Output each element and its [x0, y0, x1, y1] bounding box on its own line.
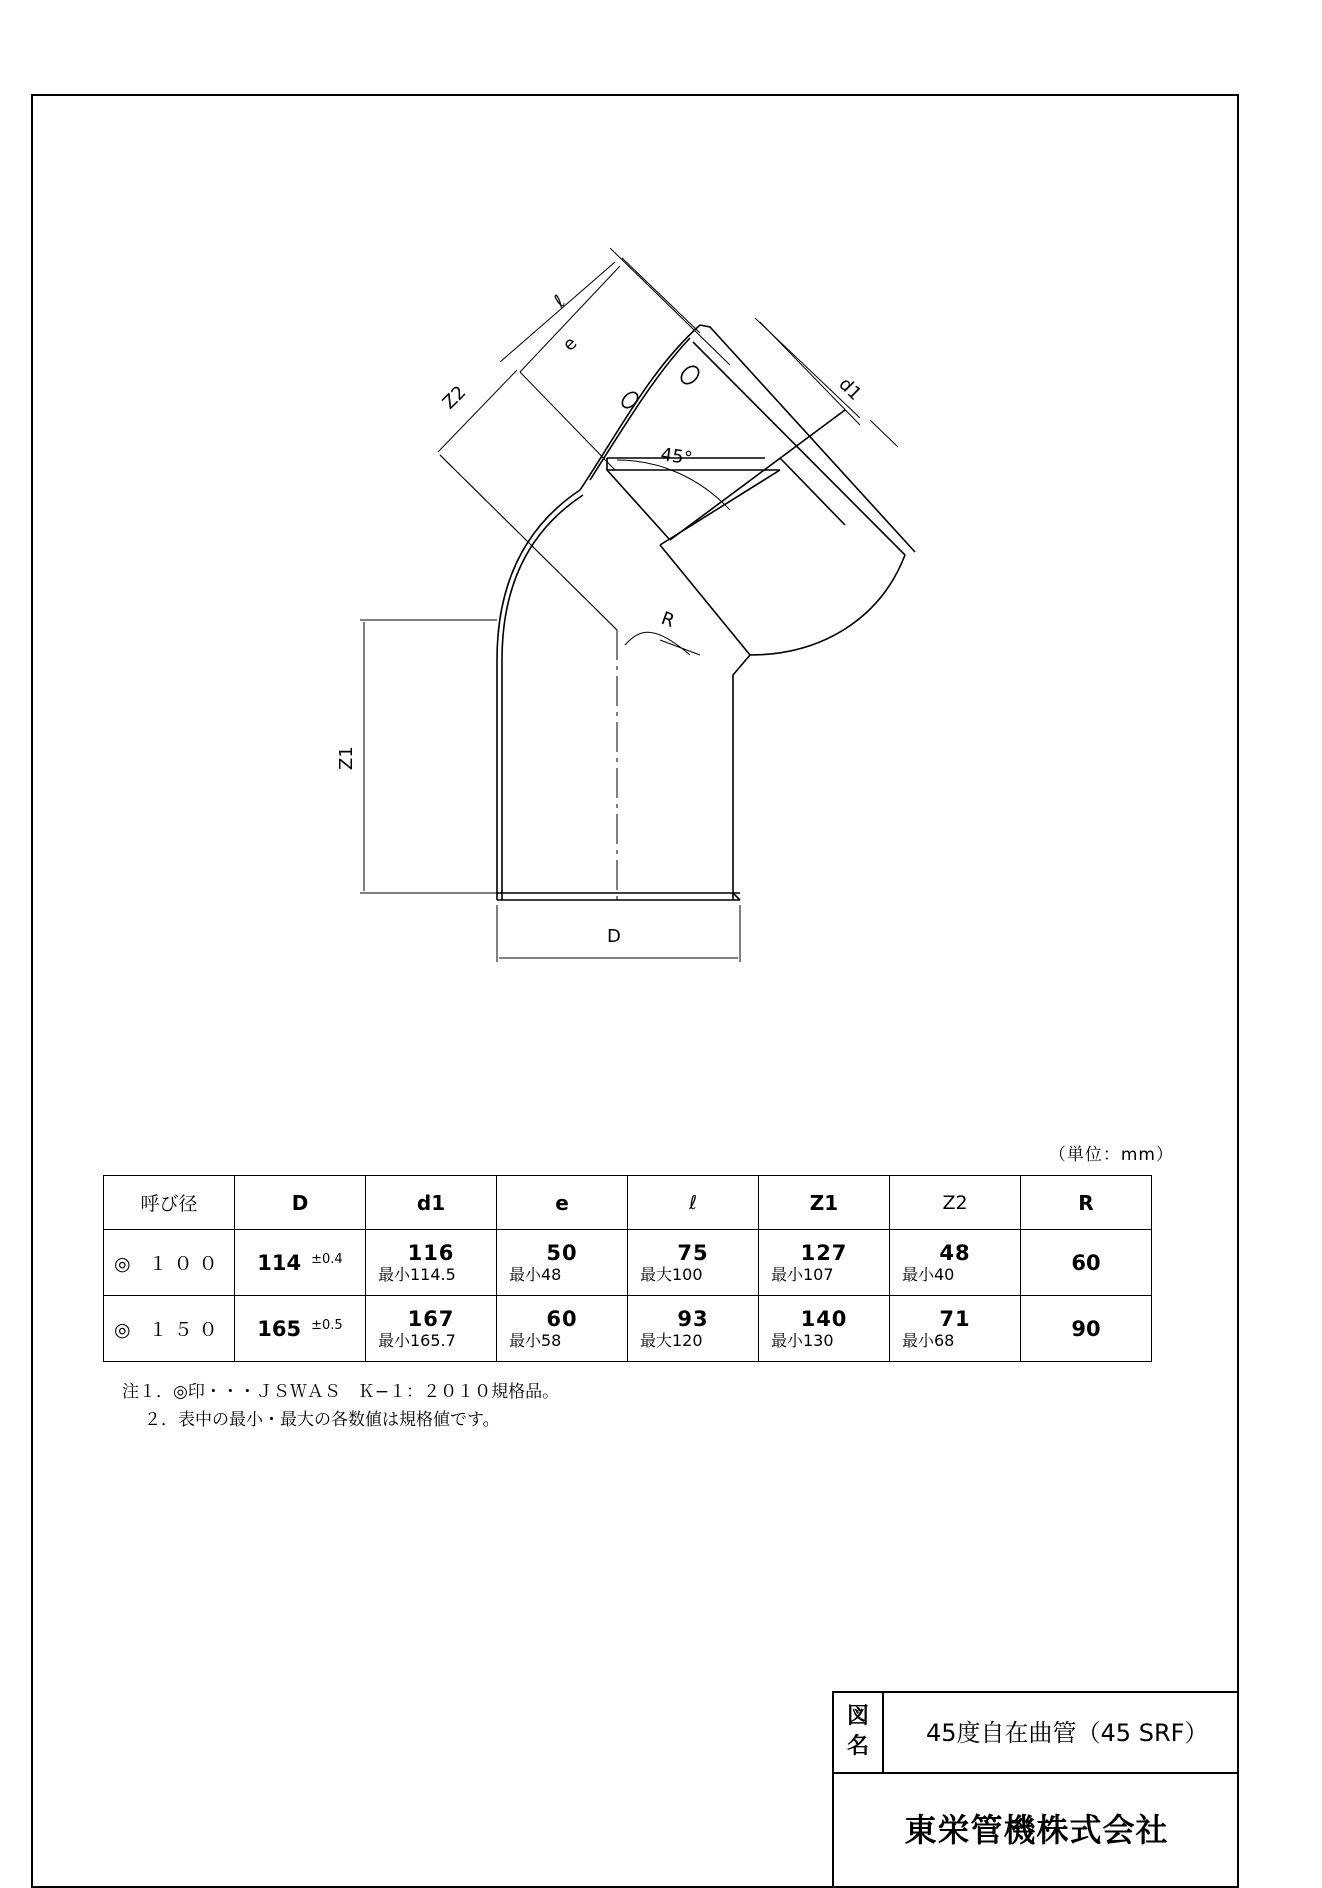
cell-z1 [759, 1296, 890, 1362]
label-z1: Z1 [336, 746, 357, 770]
d-tolerance: ±0.4 [311, 1252, 343, 1268]
label-d1: d1 [834, 373, 866, 405]
ell-value: 93 [677, 1306, 709, 1331]
r-value: 60 [1071, 1250, 1101, 1275]
d1-value: 167 [407, 1306, 455, 1331]
label-e: e [558, 332, 582, 356]
d-tolerance: ±0.5 [311, 1318, 343, 1334]
header-r: R [1021, 1176, 1152, 1230]
cell-d1 [366, 1230, 497, 1296]
z1-spec: 最小130 [771, 1330, 834, 1350]
notes [122, 1378, 559, 1434]
company-name: 東栄管機株式会社 [904, 1811, 1169, 1849]
e-spec: 最小58 [509, 1330, 562, 1350]
cell-e [497, 1296, 628, 1362]
header-ell: ℓ [628, 1176, 759, 1230]
table-row [104, 1296, 1152, 1362]
title-label [834, 1693, 884, 1774]
header-nominal: 呼び径 [104, 1176, 235, 1230]
title-label-bottom: 名 [846, 1734, 869, 1759]
header-z1: Z1 [759, 1176, 890, 1230]
units-label: （単位：mm） [1048, 1145, 1174, 1165]
title-label-top: 図 [846, 1704, 869, 1729]
z1-value: 127 [800, 1240, 848, 1265]
d1-value: 116 [407, 1240, 455, 1265]
d-value: 165 [257, 1316, 302, 1341]
r-value: 90 [1071, 1316, 1101, 1341]
note-2: ２．表中の最小・最大の各数値は規格値です。 [144, 1410, 500, 1430]
label-r: R [658, 607, 678, 632]
cell-name: ◎ １００ [104, 1230, 235, 1296]
gasket-upper [678, 363, 702, 387]
d1-spec: 最小114.5 [378, 1264, 456, 1284]
cell-d [235, 1296, 366, 1362]
table-row [104, 1230, 1152, 1296]
cell-d [235, 1230, 366, 1296]
z2-spec: 最小40 [902, 1264, 955, 1284]
e-value: 50 [546, 1240, 578, 1265]
e-spec: 最小48 [509, 1264, 562, 1284]
spec-table [103, 1175, 1152, 1362]
ell-spec: 最大100 [640, 1264, 703, 1284]
cell-ell [628, 1296, 759, 1362]
z1-spec: 最小107 [771, 1264, 834, 1284]
label-z2: Z2 [438, 381, 471, 414]
ell-value: 75 [677, 1240, 709, 1265]
table-header-row [104, 1176, 1152, 1230]
spigot-end-curve [750, 555, 905, 655]
cell-z2 [890, 1230, 1021, 1296]
z2-spec: 最小68 [902, 1330, 955, 1350]
e-value: 60 [546, 1306, 578, 1331]
label-angle: 45° [659, 444, 694, 470]
header-d: D [235, 1176, 366, 1230]
label-ell: ℓ [549, 291, 570, 312]
pipe-drawing [300, 230, 940, 970]
label-d: D [607, 926, 621, 947]
header-z2: Z2 [890, 1176, 1021, 1230]
title-block [832, 1691, 1239, 1888]
cell-name: ◎ １５０ [104, 1296, 235, 1362]
z2-value: 71 [939, 1306, 971, 1331]
cell-z2 [890, 1296, 1021, 1362]
header-d1: d1 [366, 1176, 497, 1230]
ell-spec: 最大120 [640, 1330, 703, 1350]
drawing-title: 45度自在曲管（45 SRF） [884, 1693, 1239, 1774]
pipe-right-wall [733, 655, 750, 900]
d1-spec: 最小165.7 [378, 1330, 456, 1350]
note-1: 注１．◎印・・・ＪＳＷＡＳ Ｋ−１：２０１０規格品。 [122, 1382, 560, 1402]
cell-e [497, 1230, 628, 1296]
cell-z1 [759, 1230, 890, 1296]
pipe-outer-left-wall [497, 490, 580, 900]
cell-d1 [366, 1296, 497, 1362]
cell-r [1021, 1296, 1152, 1362]
d-value: 114 [257, 1250, 302, 1275]
header-e: e [497, 1176, 628, 1230]
z2-value: 48 [939, 1240, 971, 1265]
z1-value: 140 [800, 1306, 848, 1331]
cell-r [1021, 1230, 1152, 1296]
cell-ell [628, 1230, 759, 1296]
